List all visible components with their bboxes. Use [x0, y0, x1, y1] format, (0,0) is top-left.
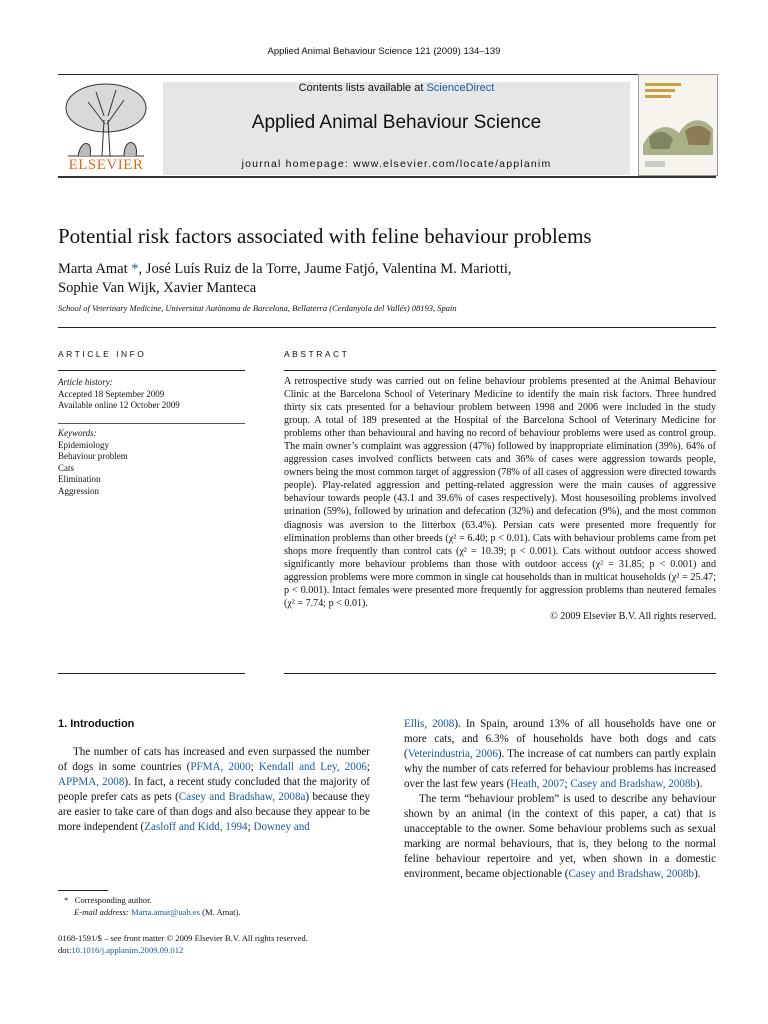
- journal-reference: Applied Animal Behaviour Science 121 (2009) 134–139: [267, 46, 501, 57]
- journal-title: Applied Animal Behaviour Science: [251, 112, 542, 133]
- citation-link[interactable]: Downey and: [253, 821, 310, 833]
- citation-link[interactable]: Casey and Bradshaw, 2008a: [178, 791, 306, 803]
- issn-doi-block: [58, 932, 388, 956]
- keywords-rule: [58, 423, 245, 424]
- paragraph-text: The term “behaviour problem” is used to describe any behaviour shown by an animal (in the context of this paper, a cat) that is unacceptable to the owner. Some behaviour problems such as sexual marking are normal behaviours, that is, they belong to the normal feline behaviour repertoire and yet, when shown in a domestic environment, became objectionable (: [404, 793, 716, 880]
- accepted-date: Accepted 18 September 2009: [58, 388, 165, 399]
- doi-label: doi:: [58, 945, 72, 955]
- article-info-rule: [58, 370, 245, 371]
- journal-cover-image: [638, 74, 718, 176]
- author-list: [58, 260, 678, 298]
- right-column: [404, 717, 716, 882]
- footnote-block: [64, 894, 384, 918]
- keyword-item: Aggression: [58, 485, 99, 496]
- email-label: E-mail address:: [74, 907, 131, 917]
- paragraph-text: The number of cats has increased and even surpassed the number of dogs in some countries (: [58, 746, 370, 773]
- contents-prefix: Contents lists available at: [298, 82, 427, 94]
- author-affiliation: School of Veterinary Medicine, Universitat Autònoma de Barcelona, Bellaterra (Cerdanyola del Vallés) 08193, Spain: [58, 303, 457, 313]
- article-title: Potential risk factors associated with feline behaviour problems: [58, 224, 592, 248]
- citation-link[interactable]: APPMA, 2008: [58, 776, 125, 788]
- corresponding-label: Corresponding author.: [74, 895, 152, 905]
- abstract-end-rule: [284, 673, 716, 674]
- left-column: [58, 745, 370, 835]
- authors-line2: Sophie Van Wijk, Xavier Manteca: [58, 280, 257, 296]
- header-rule-top: [58, 74, 716, 75]
- introduction-heading: 1. Introduction: [58, 718, 135, 730]
- abstract-rule: [284, 370, 716, 371]
- citation-link[interactable]: PFMA, 2000: [190, 761, 251, 773]
- article-history: [58, 377, 248, 412]
- contents-line: [163, 82, 630, 94]
- author-email-link[interactable]: Marta.amat@uab.es: [130, 907, 200, 917]
- paragraph-text: ).: [695, 778, 703, 790]
- keyword-item: Behaviour problem: [58, 451, 128, 462]
- issn-line: 0168-1591/$ – see front matter © 2009 Elsevier B.V. All rights reserved.: [58, 933, 308, 943]
- paragraph-text: ;: [250, 761, 259, 773]
- keywords-label: Keywords:: [58, 428, 97, 438]
- citation-link[interactable]: Casey and Bradshaw, 2008b: [570, 778, 696, 790]
- paragraph-text: ;: [564, 778, 571, 790]
- intro-paragraph-2: [404, 792, 716, 882]
- paragraph-text: ). In fact, a recent study concluded that the majority of people prefer cats as pets (: [58, 776, 370, 803]
- citation-link[interactable]: Veterindustria, 2006: [407, 748, 498, 760]
- online-date: Available online 12 October 2009: [58, 400, 180, 411]
- abstract-body: [284, 375, 716, 623]
- doi-link[interactable]: 10.1016/j.applanim.2009.09.012: [71, 945, 184, 955]
- paragraph-text: ;: [366, 761, 371, 773]
- intro-paragraph-1: [58, 745, 370, 835]
- citation-link[interactable]: Zasloff and Kidd, 1994: [144, 821, 248, 833]
- history-label: Article history:: [58, 377, 113, 387]
- article-info-end-rule: [58, 673, 245, 674]
- elsevier-wordmark: ELSEVIER: [68, 157, 144, 173]
- sciencedirect-link[interactable]: ScienceDirect: [426, 82, 495, 94]
- citation-link[interactable]: Casey and Bradshaw, 2008b: [568, 868, 695, 880]
- footnote-mark: *: [64, 895, 69, 905]
- paragraph-text: ). The increase of cat numbers can partly explain why the number of cats referred for behaviour problems has increased over the last few years (: [404, 748, 716, 790]
- journal-homepage[interactable]: journal homepage: www.elsevier.com/locate/applanim: [241, 158, 552, 170]
- paragraph-text: ). In Spain, around 13% of all households have one or more cats, and 6.3% of households have both dogs and cats (: [404, 718, 716, 760]
- citation-link[interactable]: Heath, 2007: [510, 778, 565, 790]
- citation-link[interactable]: Ellis, 2008: [404, 718, 455, 730]
- abstract-copyright: © 2009 Elsevier B.V. All rights reserved.: [550, 610, 716, 622]
- keywords-block: [58, 428, 248, 498]
- keyword-item: Epidemiology: [58, 439, 109, 450]
- first-author: Marta Amat: [58, 261, 128, 277]
- header-rule-bottom: [58, 176, 716, 178]
- paragraph-text: ) because they are easier to take care of than dogs and also because they appear to be more independent (: [58, 791, 370, 833]
- corresponding-author-mark[interactable]: *: [127, 261, 139, 277]
- abstract-heading: ABSTRACT: [284, 349, 350, 359]
- corresponding-footnote: [64, 894, 384, 906]
- intro-paragraph-1-cont: [404, 717, 716, 792]
- email-footnote: [64, 906, 384, 918]
- authors-line1-rest: , José Luís Ruiz de la Torre, Jaume Fatjó, Valentina M. Mariotti,: [138, 261, 512, 277]
- rule-after-affiliation: [58, 327, 716, 328]
- footnote-rule: [58, 890, 108, 891]
- keyword-item: Cats: [58, 462, 75, 473]
- paragraph-text: ).: [694, 868, 701, 880]
- citation-link[interactable]: Kendall and Ley, 2006: [258, 761, 367, 773]
- keyword-item: Elimination: [58, 474, 101, 485]
- doi-line: [58, 944, 388, 956]
- email-suffix: (M. Amat).: [199, 907, 241, 917]
- abstract-text: A retrospective study was carried out on feline behaviour problems presented at the Animal Behaviour Clinic at the Barcelona School of Veterinary Medicine to identify the main risk factors. Three hundred thirty six cats presented for a behaviour problem between 1998 and 2006 were included in the study group. A total of 189 presented at the Hospital of the Barcelona School of Veterinary Medicine for problems other than behavioural and having no record of behaviour problems were used as control group. The main owner’s complaint was aggression (47%) followed by inappropriate elimination (39%). 64% of aggression cases involved conflicts between cats and 36% of cases were aggression towards people, owners being the most common target of aggression (78% of all cases of aggression were directed towards people). Play-related aggression and petting-related aggression were the main causes of aggressive behaviour towards people (43.1 and 39.6% of cases respectively). Most housesoiling problems involved urination (59%), followed by urination and defecation (32%) and defecation (9%), and the most common diagnosis was aversion to the litterbox (63.4%). Persian cats were presented more frequently for elimination problems than other breeds (χ² = 6.40; p < 0.01). Cats with behaviour problems came from pet shops more frequently than control cats (χ² = 10.39; p < 0.001). Cats without outdoor access showed significantly more behaviour problems than those with outdoor access (χ² = 31.85; p < 0.001) and aggression problems were more common in single cat households than in multicat households (χ² = 25.47; p < 0.001). Intact females were presented more frequently for aggression problems than neutered females (χ² = 7.74; p < 0.01).: [284, 376, 716, 609]
- article-info-heading: ARTICLE INFO: [58, 349, 147, 359]
- paragraph-text: ;: [247, 821, 254, 833]
